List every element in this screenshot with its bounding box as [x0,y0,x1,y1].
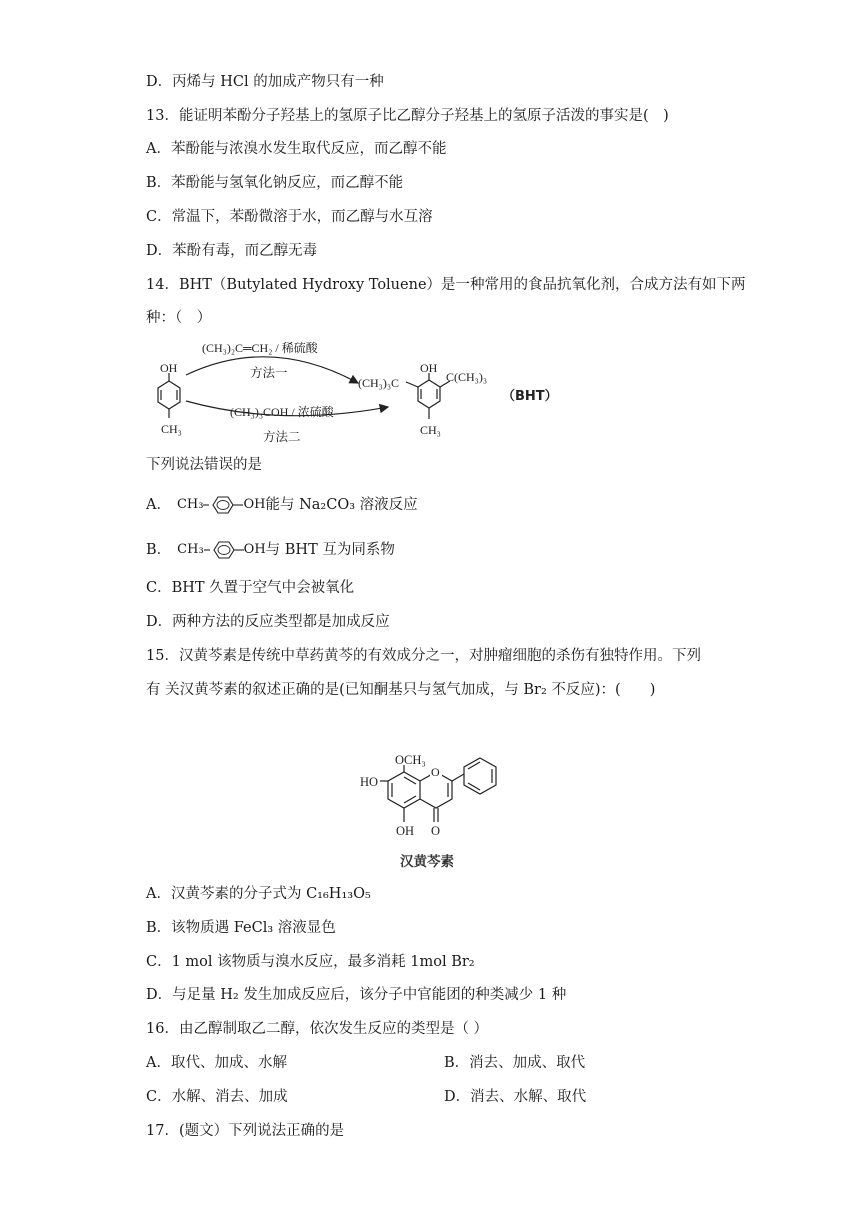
q12-option-d: D．丙烯与 HCl 的加成产物只有一种 [146,74,384,90]
q13-option-d: D．苯酚有毒，而乙醇无毒 [146,243,318,259]
och3-label: OCH₃ [395,753,426,767]
wogonin-caption: 汉黄芩素 [400,854,454,870]
method1-label: 方法一 [250,365,288,380]
q14-stem-line2: 种：（ ） [146,310,212,326]
q15-stem-line2: 有 关汉黄芩素的叙述正确的是(已知酮基只与氢气加成，与 Br₂ 不反应)：( ) [146,682,656,698]
p-cresol-inline-structure-b [177,539,266,561]
q15-option-b: B．该物质遇 FeCl₃ 溶液显色 [146,920,336,936]
q16-option-c: C．水解、消去、加成 [146,1089,288,1105]
p-cresol-oh-label: OH [160,361,178,375]
bht-structure [406,373,450,419]
bht-name-label: （BHT） [502,389,558,404]
q14-option-a-text: 能与 Na₂CO₃ 溶液反应 [265,497,418,513]
p-cresol-ch3-label: CH₃ [161,422,182,436]
q13-stem: 13．能证明苯酚分子羟基上的氢原子比乙醇分子羟基上的氢原子活泼的事实是( ) [146,108,669,124]
q15-stem-line1: 15．汉黄芩素是传统中草药黄芩的有效成分之一，对肿瘤细胞的杀伤有独特作用。下列 [146,648,701,664]
inline-oh-label: OH [243,497,266,512]
bht-oh-label: OH [420,361,438,375]
p-cresol-structure [158,373,180,418]
q14-prompt: 下列说法错误的是 [146,457,262,473]
q16-stem: 16．由乙醇制取乙二醇，依次发生反应的类型是（ ） [146,1021,489,1037]
q14-option-c: C．BHT 久置于空气中会被氧化 [146,580,355,596]
wogonin-structure [350,752,520,877]
q14-option-a [146,494,418,516]
bht-synthesis-scheme [140,335,580,450]
q16-option-d: D．消去、水解、取代 [444,1089,587,1105]
q14-option-a-label: A． [146,497,171,513]
q15-option-a: A．汉黄芩素的分子式为 C₁₆H₁₃O₅ [146,886,371,902]
ho-label: HO [360,775,379,789]
carbonyl-o-label: O [431,824,441,838]
bht-ch3-label: CH₃ [420,423,441,437]
bht-tbu-left-label: (CH₃)₃C [358,376,400,390]
p-cresol-inline-structure-a [177,494,266,516]
q14-stem-line1: 14．BHT（Butylated Hydroxy Toluene）是一种常用的食品抗氧化剂，合成方法有如下两 [146,277,746,293]
q13-option-b: B．苯酚能与氢氧化钠反应，而乙醇不能 [146,175,404,191]
q14-option-b-label: B． [146,542,172,558]
ring-oxygen-label: O [431,765,440,779]
benzene-ring-icon [204,539,244,561]
inline-oh-label: OH [243,542,266,557]
bht-tbu-right-label: C(CH₃)₃ [446,370,488,384]
benzene-ring-icon [203,494,243,516]
q13-option-c: C．常温下，苯酚微溶于水，而乙醇与水互溶 [146,209,433,225]
q16-option-a: A．取代、加成、水解 [146,1055,287,1071]
q13-option-a: A．苯酚能与浓溴水发生取代反应，而乙醇不能 [146,141,447,157]
inline-ch3-label: CH₃ [177,542,204,557]
q14-option-b [146,539,395,561]
method2-label: 方法二 [263,429,301,444]
q14-option-d: D．两种方法的反应类型都是加成反应 [146,614,390,630]
q17-stem: 17．(题文）下列说法正确的是 [146,1123,345,1139]
method2-reagent: (CH₃)₃COH / 浓硫酸 [230,405,334,419]
q16-option-b: B．消去、加成、取代 [444,1055,586,1071]
q14-option-b-text: 与 BHT 互为同系物 [265,542,395,558]
method1-reagent: (CH₃)₂C═CH₂ / 稀硫酸 [202,341,318,355]
q15-option-d: D．与足量 H₂ 发生加成反应后，该分子中官能团的种类减少 1 种 [146,987,567,1003]
oh-label: OH [396,824,415,838]
inline-ch3-label: CH₃ [176,497,204,512]
q15-option-c: C．1 mol 该物质与溴水反应，最多消耗 1mol Br₂ [146,954,475,970]
